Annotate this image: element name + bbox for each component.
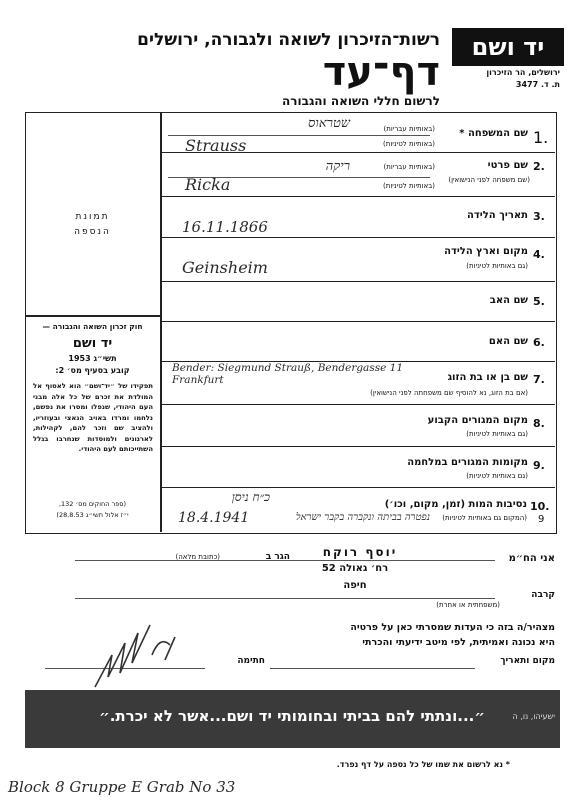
field-label-birth-date: תאריך הלידה xyxy=(467,210,528,221)
handwritten-signature xyxy=(90,615,200,695)
place-date-line xyxy=(270,668,475,669)
law-name: יד ושם xyxy=(72,336,113,351)
field-label-father-name: שם האב xyxy=(489,295,528,306)
law-year: תשי״ג 1953 xyxy=(68,354,117,363)
field-label-family-name: שם המשפחה * xyxy=(459,128,528,139)
row-separator xyxy=(160,404,555,405)
field-sub-wartime-residence: (גם באותיות לטיניות) xyxy=(466,472,528,480)
law-title: חוק זכרון השואה והגבורה — xyxy=(42,322,143,331)
family-name-latin-value[interactable]: Strauss xyxy=(185,136,247,155)
field-note-hebrew: (באותיות עבריות) xyxy=(383,125,435,133)
banner-source: ישעיהו, נו, ה xyxy=(512,712,555,721)
row-separator xyxy=(160,237,555,238)
field-sub-permanent-residence: (גם באותיות לטיניות) xyxy=(466,430,528,438)
logo-text: יד ושם xyxy=(471,33,545,61)
relation-note: (משפחתית או אחרת) xyxy=(436,601,500,609)
field-sub-death-circumstances: (המקום גם באותיות לטיניות) xyxy=(442,514,527,522)
row-separator xyxy=(160,487,555,488)
column-divider xyxy=(160,112,162,532)
field-label-permanent-residence: מקום המגורים הקבוע xyxy=(427,415,528,426)
declaration-text-2: היא נכונה ואמיתית, לפי מיטב ידיעתי והכרתי xyxy=(362,637,555,648)
field-number-7: 7. xyxy=(533,373,545,386)
birth-date-value[interactable]: 16.11.1866 xyxy=(182,218,268,236)
field-label-spouse-name: שם בן או בת הזוג xyxy=(447,372,528,383)
field-underline xyxy=(75,598,495,599)
spouse-name-value[interactable]: Bender: Siegmund Strauß, Bendergasse 11 Frankfurt xyxy=(172,362,404,386)
field-number-4: 4. xyxy=(533,248,545,261)
declaration-text-1: מצהיר/ה בזה כי העדות שמסרתי כאן על פרטיה xyxy=(350,622,555,633)
address-prefix: הגר ב xyxy=(265,552,290,562)
form-subtitle: לרשום חללי השואה והגבורה xyxy=(282,94,440,108)
bottom-handwritten-note: Block 8 Gruppe E Grab No 33 xyxy=(8,778,236,796)
quote-banner xyxy=(25,690,560,748)
birth-place-value[interactable]: Geinsheim xyxy=(182,258,268,277)
family-name-hebrew-value[interactable]: שטראוס xyxy=(308,116,350,131)
death-hebrew-date-value[interactable]: כ״ח ניסן xyxy=(231,490,270,504)
row-separator xyxy=(160,321,555,322)
field-label-wartime-residence: מקומות המגורים במלחמה xyxy=(407,457,528,468)
first-name-latin-value[interactable]: Ricka xyxy=(185,175,231,194)
field-label-death-circumstances: נסיבות המות (זמן, מקום, וכו׳) xyxy=(384,499,527,510)
field-number-6: 6. xyxy=(533,336,545,349)
field-10-mark: 9 xyxy=(538,514,545,525)
place-date-label: מקום ותאריך xyxy=(500,656,555,666)
field-label-mother-name: שם האם xyxy=(488,336,528,347)
field-number-8: 8. xyxy=(533,417,545,430)
field-number-1: 1. xyxy=(533,128,549,147)
field-note-hebrew: (באותיות עבריות) xyxy=(383,163,435,171)
field-label-first-name: שם פרטי xyxy=(487,160,528,171)
row-separator xyxy=(160,446,555,447)
law-section: קובע בסעיף מס׳ 2: xyxy=(55,366,130,375)
field-label-birth-place: מקום וארץ הלידה xyxy=(444,246,528,257)
row-separator xyxy=(160,281,555,282)
field-number-2: 2. xyxy=(533,160,545,173)
address-note: (כתובת מלאה) xyxy=(175,553,220,561)
death-date-value[interactable]: 18.4.1941 xyxy=(178,510,250,526)
form-title: דף־עד xyxy=(322,49,440,95)
authority-name: רשות־הזיכרון לשואה ולגבורה, ירושלים xyxy=(137,30,440,50)
logo-subtext-1: ירושלים, הר הזיכרון xyxy=(486,68,560,77)
signature-label: חתימה xyxy=(237,656,265,666)
banner-quote: ״...ונתתי להם בביתי ובחומותי יד ושם...אשר לא יכרת.״ xyxy=(99,707,485,725)
field-sub-birth-place: (גם באותיות לטיניות) xyxy=(466,262,528,270)
field-number-9: 9. xyxy=(533,459,545,472)
declarant-name[interactable]: יוסף רוקח xyxy=(322,545,398,559)
death-note-value[interactable]: נפטרה בביתה ונקברה בקבר ישראל xyxy=(295,512,430,523)
row-separator xyxy=(160,196,555,197)
relation-label: קרבה xyxy=(531,590,555,600)
declarant-city[interactable]: חיפה xyxy=(343,580,367,591)
first-name-hebrew-value[interactable]: ריקה xyxy=(325,159,350,174)
law-reference-2: י״ז אלול תשי״ג 28.8.53) xyxy=(56,511,129,519)
field-sub-spouse-name: (אם בת הזוג, נא להוסיף שם משפחתה לפני הנישואין) xyxy=(370,389,528,397)
field-number-3: 3. xyxy=(533,210,545,223)
field-note-latin: (באותיות לטיניות) xyxy=(383,140,435,148)
photo-label-1: תמונת xyxy=(75,212,110,222)
logo-box xyxy=(452,28,564,66)
photo-label-2: הנספה xyxy=(74,227,111,237)
photo-separator xyxy=(25,315,160,317)
logo-subtext-2: ת. ד. 3477 xyxy=(515,80,560,89)
law-reference-1: (ספר החוקים מס׳ 132, xyxy=(58,500,127,508)
field-number-5: 5. xyxy=(533,295,545,308)
declarant-street[interactable]: רח׳ גאולה 52 xyxy=(321,563,389,574)
field-number-10: 10. xyxy=(530,500,550,513)
law-text: תפקידו של ״יד־ושם״ הוא לאסוף אל המולדת את זכרם של כל אלה מבני העם היהודי, שנפלו ומסרו את נפשם, נלחמו ומרדו באויב הנאצי ובעוזריו, ולהציב שם וזכר להם, לקהילות, לארגונים ולמוסדות שנחרבו בגלל השתייכותם לעם היהודי. xyxy=(33,382,153,453)
footnote: * נא לרשום את שמו של כל נספה על דף נפרד. xyxy=(336,760,510,769)
field-note-latin: (באותיות לטיניות) xyxy=(383,182,435,190)
declarant-prefix: אני הח״מ xyxy=(508,553,555,564)
field-sub-first-name: (שם משפחה לפני הנישואין) xyxy=(448,176,530,184)
